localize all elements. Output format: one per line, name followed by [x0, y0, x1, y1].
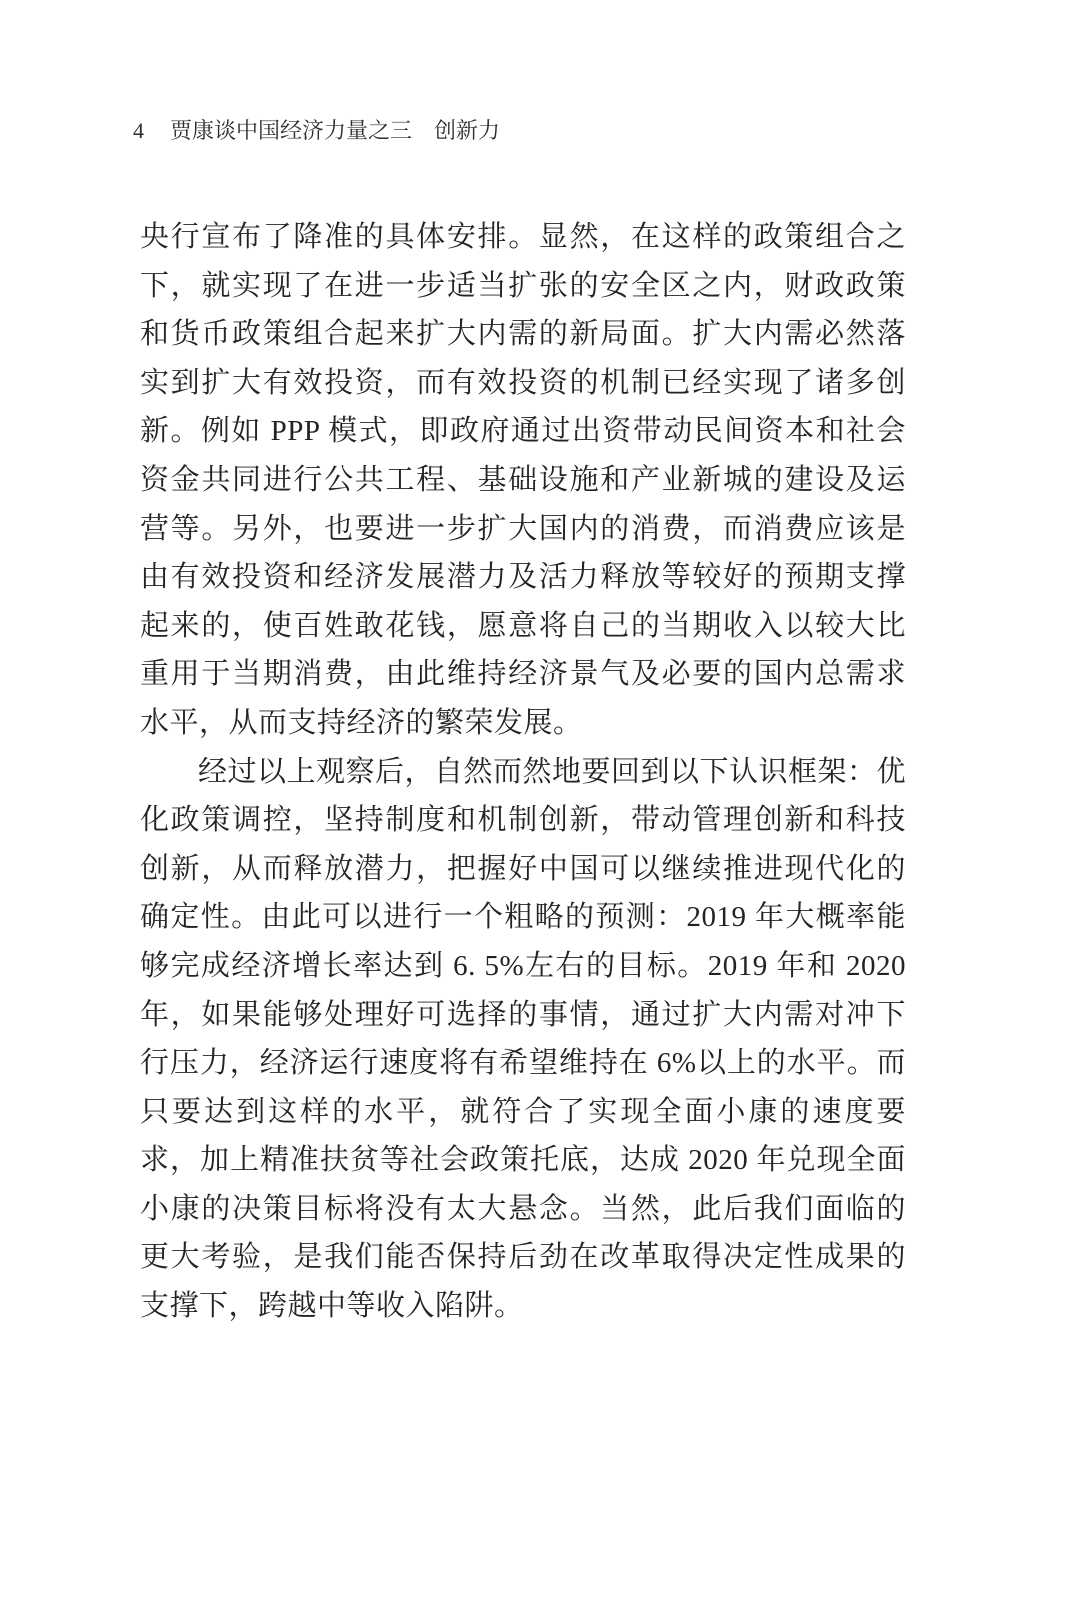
chapter-title: 创新力	[434, 118, 501, 143]
paragraph-2: 经过以上观察后，自然而然地要回到以下认识框架：优化政策调控，坚持制度和机制创新，带动管理创新和科技创新，从而释放潜力，把握好中国可以继续推进现代化的确定性。由此可以进行一个粗略的预测：2019 年大概率能够完成经济增长率达到 6. 5%左右的目标。2019 年和 2020 年，如果能够处理好可选择的事情，通过扩大内需对冲下行压力，经济运行速度将有希望维持在 6%以上的水平。而只要达到这样的水平，就符合了实现全面小康的速度要求，加上精准扶贫等社会政策托底，达成 2020 年兑现全面小康的决策目标将没有太大悬念。当然，此后我们面临的更大考验，是我们能否保持后劲在改革取得决定性成果的支撑下，跨越中等收入陷阱。	[140, 755, 907, 1323]
running-header	[133, 117, 905, 145]
page-number: 4	[133, 118, 144, 143]
body-text	[140, 213, 906, 1331]
paragraph-1: 央行宣布了降准的具体安排。显然，在这样的政策组合之下，就实现了在进一步适当扩张的安全区之内，财政政策和货币政策组合起来扩大内需的新局面。扩大内需必然落实到扩大有效投资，而有效投资的机制已经实现了诸多创新。例如 PPP 模式，即政府通过出资带动民间资本和社会资金共同进行公共工程、基础设施和产业新城的建设及运营等。另外，也要进一步扩大国内的消费，而消费应该是由有效投资和经济发展潜力及活力释放等较好的预期支撑起来的，使百姓敢花钱，愿意将自己的当期收入以较大比重用于当期消费，由此维持经济景气及必要的国内总需求水平，从而支持经济的繁荣发展。	[140, 221, 906, 739]
book-title: 贾康谈中国经济力量之三	[170, 118, 413, 143]
